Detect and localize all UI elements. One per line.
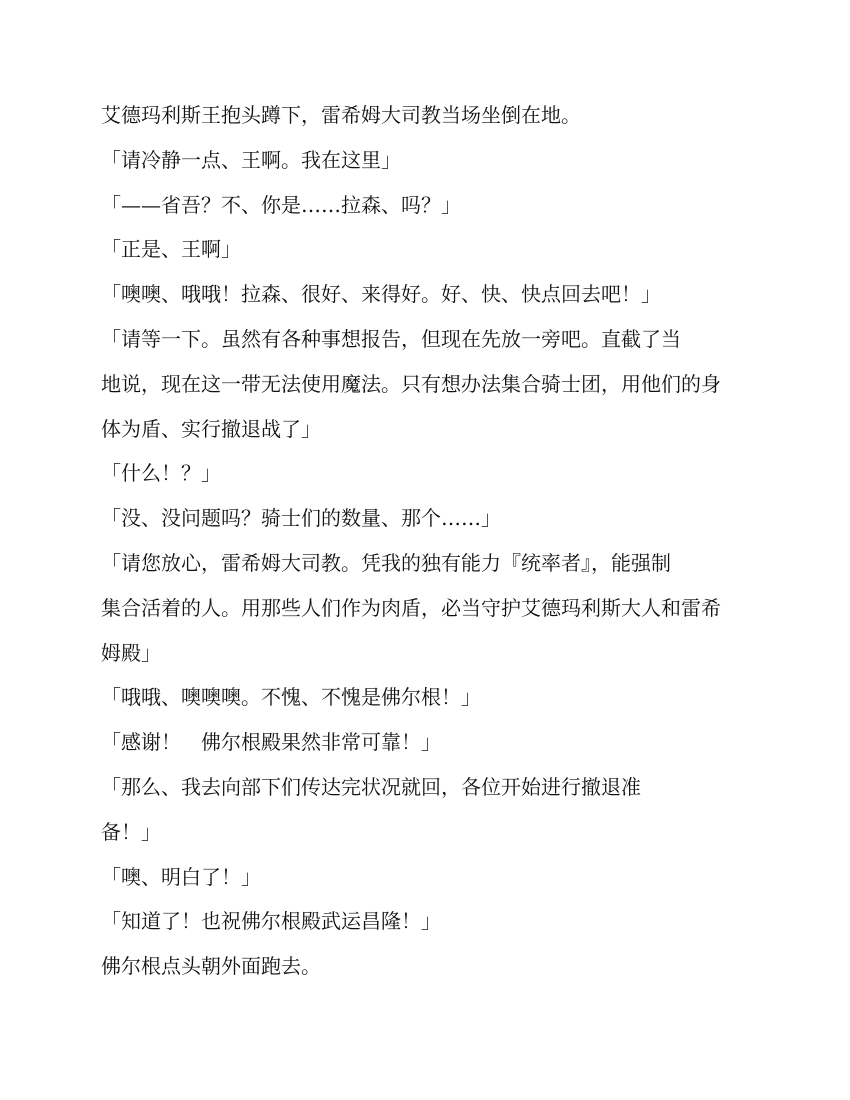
- text-line: 「没、没问题吗？骑士们的数量、那个……」: [101, 506, 501, 531]
- text-line: 「哦哦、噢噢噢。不愧、不愧是佛尔根！」: [101, 685, 481, 710]
- text-line: 佛尔根点头朝外面跑去。: [101, 954, 321, 979]
- text-line: 「噢、明白了！」: [101, 864, 261, 889]
- text-line: 体为盾、实行撤退战了」: [101, 416, 321, 441]
- text-line: 「知道了！也祝佛尔根殿武运昌隆！」: [101, 909, 441, 934]
- text-line: 地说，现在这一带无法使用魔法。只有想办法集合骑士团，用他们的身: [101, 371, 721, 396]
- text-line: 「请等一下。虽然有各种事想报告，但现在先放一旁吧。直截了当: [101, 326, 681, 351]
- text-line: 集合活着的人。用那些人们作为肉盾，必当守护艾德玛利斯大人和雷希: [101, 595, 721, 620]
- text-line: 「感谢！ 佛尔根殿果然非常可靠！」: [101, 730, 441, 755]
- text-line: 艾德玛利斯王抱头蹲下，雷希姆大司教当场坐倒在地。: [101, 103, 581, 127]
- text-line: 备！」: [101, 819, 161, 844]
- text-line: 「——省吾？不、你是……拉森、吗？」: [101, 192, 461, 217]
- text-line: 姆殿」: [101, 640, 161, 665]
- text-line: 「请您放心，雷希姆大司教。凭我的独有能力『统率者』，能强制: [101, 550, 671, 575]
- text-line: 「噢噢、哦哦！拉森、很好、来得好。好、快、快点回去吧！」: [101, 282, 661, 307]
- text-line: 「请冷静一点、王啊。我在这里」: [101, 147, 401, 172]
- text-line: 「正是、王啊」: [101, 237, 241, 262]
- text-line: 「那么、我去向部下们传达完状况就回，各位开始进行撤退准: [101, 774, 641, 799]
- text-line: 「什么！？」: [101, 461, 221, 486]
- body-text: [101, 93, 761, 989]
